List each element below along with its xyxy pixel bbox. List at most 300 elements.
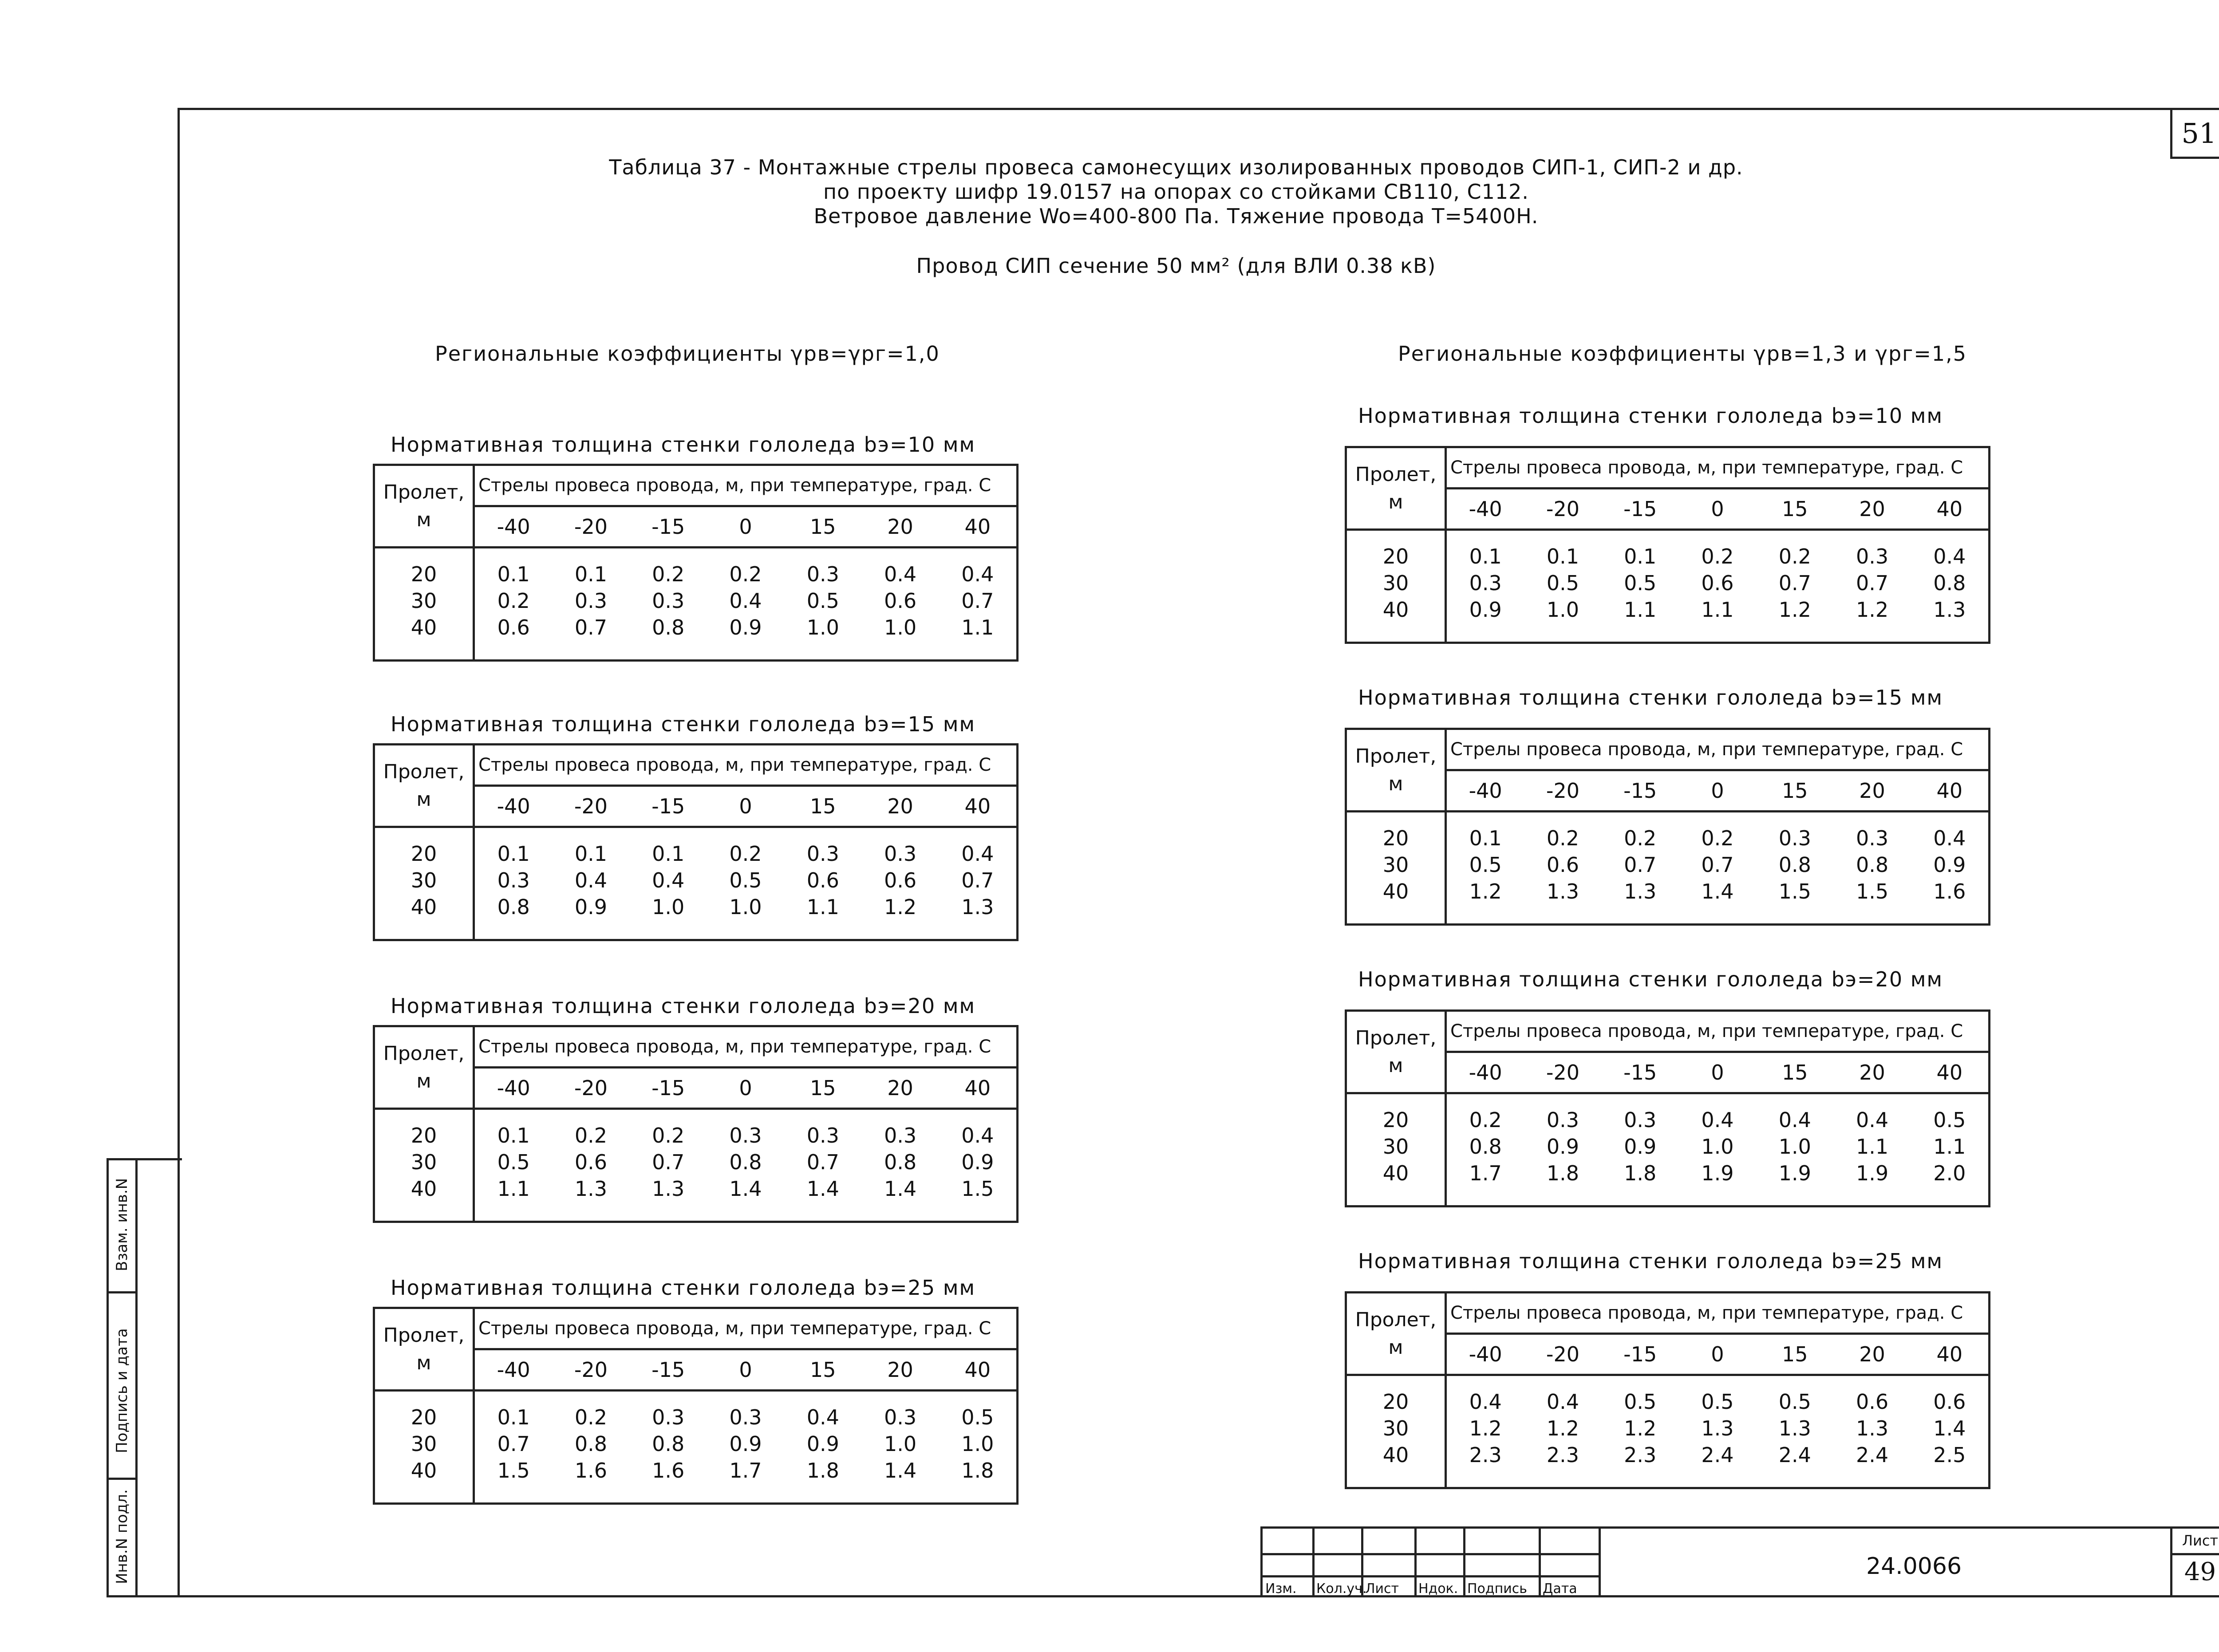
temperature-label: -15 [1623,1342,1657,1366]
right-heading: Региональные коэффициенты γрв=1,3 и γрг=1,5 [1398,342,1967,366]
temperature-label: -15 [1623,779,1657,803]
sag-value: 1.6 [574,1459,607,1482]
sag-value: 0.2 [574,1124,607,1147]
temperature-label: 40 [1936,497,1963,521]
sag-value: 1.7 [1469,1161,1502,1185]
sag-value: 0.4 [574,868,607,892]
temperature-label: 20 [887,1076,913,1100]
sag-value: 0.7 [961,868,994,892]
left-table-3 [373,1025,1019,1223]
sag-row [1447,852,1988,878]
sag-value: 0.3 [1778,826,1811,850]
sag-value: 0.9 [729,1432,762,1456]
sag-row [1447,543,1988,570]
sag-value: 1.0 [1701,1135,1734,1159]
temperature-label: 20 [1859,779,1885,803]
sag-values [474,1391,1018,1504]
temperature-label: 15 [809,1076,836,1100]
temperature-label: 0 [1711,1061,1724,1084]
sag-value: 0.7 [1701,853,1734,877]
sag-value: 0.2 [1546,826,1579,850]
temperature-label: 15 [1781,1342,1808,1366]
title-block-label: Ндок. [1418,1581,1458,1597]
left-table-1-heading: Нормативная толщина стенки гололеда bэ=10 мм [391,433,976,457]
sag-value: 1.2 [1469,879,1502,903]
sag-values [474,827,1018,940]
sag-value: 0.2 [652,562,685,586]
sag-value: 0.8 [574,1432,607,1456]
temperature-header [474,506,1018,548]
span-value: 30 [1382,1416,1409,1440]
temperature-label: -40 [497,515,530,539]
right-table-2-heading: Нормативная толщина стенки гололеда bэ=15 мм [1358,686,1943,710]
title-line-1: Таблица 37 - Монтажные стрелы провеса самонесущих изолированных проводов СИП-1, СИП-2 и др. [609,155,1743,179]
sag-value: 0.9 [729,615,762,639]
span-header-unit: м [1388,1336,1403,1359]
sag-value: 0.2 [1701,826,1734,850]
span-value: 20 [1382,1390,1409,1414]
span-value: 20 [1382,1108,1409,1132]
sag-row [475,1175,1016,1202]
temperature-label: 15 [1781,1061,1808,1084]
sag-values [1446,812,1990,925]
sag-value: 1.0 [961,1432,994,1456]
sag-value: 1.2 [884,895,917,919]
temperature-header [1446,1052,1990,1093]
temperature-label: -40 [1469,1342,1502,1366]
side-label-podpis: Подпись и дата [113,1328,131,1453]
sag-value: 1.1 [961,615,994,639]
temperature-label: 0 [739,1076,752,1100]
sag-value: 0.3 [1469,571,1502,595]
span-value: 20 [1382,826,1409,850]
sag-value: 1.4 [884,1177,917,1201]
left-table-3-heading: Нормативная толщина стенки гололеда bэ=20 мм [391,994,976,1018]
temperature-label: -20 [574,1076,608,1100]
temperature-label: -40 [497,794,530,818]
sag-value: 0.3 [729,1124,762,1147]
sag-value: 0.3 [652,589,685,613]
sag-value: 1.4 [1701,879,1734,903]
sag-value: 1.8 [806,1459,839,1482]
temperature-label: 40 [964,794,991,818]
sag-value: 1.2 [1469,1416,1502,1440]
sag-value: 0.3 [652,1405,685,1429]
temperature-label: 40 [964,515,991,539]
span-value: 30 [411,1150,437,1174]
sag-value: 0.4 [1546,1390,1579,1414]
temperature-header [1446,770,1990,812]
span-values [1346,530,1446,643]
sag-value: 0.5 [1546,571,1579,595]
sag-value: 0.2 [574,1405,607,1429]
sag-row [1447,825,1988,852]
sag-row [475,1457,1016,1484]
temperature-label: -20 [574,794,608,818]
sag-value: 0.1 [497,1124,530,1147]
sag-value: 1.3 [1856,1416,1889,1440]
sag-value: 0.3 [729,1405,762,1429]
span-value: 30 [1382,1135,1409,1159]
sag-value: 1.4 [884,1459,917,1482]
title-line-4: Провод СИП сечение 50 мм² (для ВЛИ 0.38 кВ) [916,254,1436,278]
sag-value: 1.0 [652,895,685,919]
sag-value: 0.4 [1856,1108,1889,1132]
sag-value: 2.0 [1933,1161,1966,1185]
temperature-label: 20 [887,1358,913,1382]
title-block-label: Дата [1543,1581,1577,1597]
span-header [1346,729,1446,812]
temperature-label: -40 [1469,779,1502,803]
right-table-4 [1345,1291,1990,1489]
sag-value: 1.3 [1624,879,1657,903]
sag-value: 1.3 [961,895,994,919]
span-value: 40 [411,1177,437,1201]
temperature-label: -15 [651,794,685,818]
sag-value: 1.3 [1546,879,1579,903]
temperature-label: 15 [1781,779,1808,803]
temperature-label: 15 [809,1358,836,1382]
sag-value: 0.1 [574,842,607,866]
sag-value: 1.3 [574,1177,607,1201]
sag-value: 1.2 [1856,598,1889,622]
temperature-label: 20 [887,794,913,818]
span-value: 40 [411,895,437,919]
sag-value: 1.4 [729,1177,762,1201]
sag-value: 1.8 [961,1459,994,1482]
sag-value: 0.1 [1469,544,1502,568]
sag-value: 1.1 [1701,598,1734,622]
sag-row [1447,570,1988,596]
sag-value: 0.2 [1624,826,1657,850]
sag-value: 0.2 [497,589,530,613]
sag-value: 0.9 [1469,598,1502,622]
caption-cell: Стрелы провеса провода, м, при температуре, град. С [1446,1011,1990,1052]
span-values [1346,1093,1446,1206]
sag-value: 0.8 [1933,571,1966,595]
sag-value: 0.5 [497,1150,530,1174]
sag-value: 0.7 [574,615,607,639]
sag-value: 0.4 [884,562,917,586]
span-value: 40 [1382,1443,1409,1467]
sag-row [1447,1160,1988,1187]
span-header-text: Пролет, [383,1042,465,1065]
sag-value: 0.7 [652,1150,685,1174]
span-header [1346,447,1446,530]
sag-value: 0.9 [961,1150,994,1174]
sag-value: 0.9 [1546,1135,1579,1159]
side-label-inv: Инв.N подл. [113,1489,131,1584]
temperature-label: -40 [497,1076,530,1100]
sag-row [475,1122,1016,1149]
temperature-label: -15 [1623,497,1657,521]
right-table-2 [1345,728,1990,926]
span-value: 30 [1382,853,1409,877]
sag-value: 1.9 [1778,1161,1811,1185]
temperature-header [1446,1334,1990,1375]
sag-value: 0.6 [884,589,917,613]
temperature-label: 15 [809,515,836,539]
sag-value: 0.8 [497,895,530,919]
sag-value: 1.3 [652,1177,685,1201]
sag-value: 1.9 [1701,1161,1734,1185]
sag-value: 0.1 [1469,826,1502,850]
sag-value: 0.2 [1778,544,1811,568]
span-header [374,1026,474,1109]
span-header-unit: м [416,508,431,531]
sag-value: 0.4 [652,868,685,892]
title-block-grid [1263,1529,1600,1597]
span-values [374,1391,474,1504]
span-value: 40 [411,1459,437,1482]
span-value: 30 [1382,571,1409,595]
sag-value: 0.4 [1933,826,1966,850]
sag-value: 0.4 [1469,1390,1502,1414]
temperature-label: 20 [887,515,913,539]
sag-row [1447,1388,1988,1415]
sag-value: 1.0 [1778,1135,1811,1159]
right-table-3-heading: Нормативная толщина стенки гололеда bэ=20 мм [1358,967,1943,991]
sag-value: 0.6 [884,868,917,892]
sag-value: 0.8 [884,1150,917,1174]
sag-value: 0.6 [574,1150,607,1174]
span-header [374,745,474,827]
sag-value: 1.6 [1933,879,1966,903]
span-value: 20 [411,1405,437,1429]
sag-value: 0.1 [497,1405,530,1429]
sag-value: 0.6 [1701,571,1734,595]
temperature-header [474,1349,1018,1391]
temperature-label: 0 [739,1358,752,1382]
sag-value: 1.3 [1933,598,1966,622]
sag-value: 0.4 [806,1405,839,1429]
span-header-unit: м [1388,772,1403,795]
span-value: 40 [411,615,437,639]
span-header [1346,1011,1446,1093]
sag-row [475,840,1016,867]
sag-value: 0.3 [884,1124,917,1147]
sag-value: 1.0 [729,895,762,919]
left-table-2 [373,743,1019,941]
temperature-label: 0 [739,794,752,818]
sag-value: 0.5 [961,1405,994,1429]
sag-value: 1.4 [1933,1416,1966,1440]
sag-value: 0.1 [497,842,530,866]
sag-values [474,548,1018,661]
title-block [1260,1526,2219,1597]
span-value: 30 [411,1432,437,1456]
span-header-text: Пролет, [1355,1026,1437,1049]
temperature-header [1446,489,1990,530]
temperature-label: -15 [651,1076,685,1100]
temperature-label: 40 [1936,1342,1963,1366]
span-header-text: Пролет, [383,760,465,783]
sag-value: 2.4 [1701,1443,1734,1467]
sag-value: 0.2 [1701,544,1734,568]
sag-value: 0.7 [497,1432,530,1456]
span-values [374,548,474,661]
title-line-2: по проекту шифр 19.0157 на опорах со стойками СВ110, С112. [823,180,1529,204]
sag-value: 0.3 [806,842,839,866]
sag-value: 1.0 [884,1432,917,1456]
sag-row [475,1404,1016,1431]
temperature-label: 20 [1859,1342,1885,1366]
sag-value: 1.5 [497,1459,530,1482]
sag-value: 0.6 [497,615,530,639]
sag-value: 0.4 [961,842,994,866]
caption-cell: Стрелы провеса провода, м, при температуре, град. С [1446,729,1990,770]
sag-value: 0.2 [652,1124,685,1147]
span-header-text: Пролет, [383,481,465,504]
left-table-4-heading: Нормативная толщина стенки гололеда bэ=25 мм [391,1276,976,1300]
sag-value: 0.1 [497,562,530,586]
temperature-label: -40 [497,1358,530,1382]
title-block-label: Изм. [1265,1581,1297,1597]
sag-value: 0.5 [729,868,762,892]
temperature-label: -20 [1546,1061,1579,1084]
sag-value: 0.3 [1546,1108,1579,1132]
sag-value: 1.8 [1546,1161,1579,1185]
temperature-label: -15 [1623,1061,1657,1084]
sag-value: 0.4 [961,1124,994,1147]
span-header-text: Пролет, [1355,1308,1437,1331]
sag-value: 0.2 [729,842,762,866]
sag-value: 0.6 [1933,1390,1966,1414]
sag-value: 2.3 [1624,1443,1657,1467]
span-value: 20 [1382,544,1409,568]
sag-values [1446,1093,1990,1206]
sag-value: 0.8 [1778,853,1811,877]
span-value: 40 [1382,598,1409,622]
span-header [374,465,474,548]
sag-value: 1.5 [1856,879,1889,903]
right-table-4-heading: Нормативная толщина стенки гололеда bэ=25 мм [1358,1249,1943,1273]
side-cell-inv [109,1480,135,1597]
right-table-3 [1345,1009,1990,1207]
document-code: 24.0066 [1866,1553,1962,1580]
sag-value: 1.1 [1624,598,1657,622]
caption-cell: Стрелы провеса провода, м, при температуре, град. С [1446,447,1990,489]
temperature-label: -20 [574,1358,608,1382]
sag-value: 1.5 [961,1177,994,1201]
sag-value: 0.4 [1933,544,1966,568]
caption-cell: Стрелы провеса провода, м, при температуре, град. С [474,745,1018,786]
sag-row [475,894,1016,920]
span-header-unit: м [1388,1054,1403,1077]
sheet-label: Лист [2172,1529,2219,1555]
sag-value: 0.4 [729,589,762,613]
sag-value: 0.5 [1624,1390,1657,1414]
span-value: 20 [411,842,437,866]
page-number: 51 [2170,108,2219,159]
side-cell-podpis [109,1293,135,1480]
span-header-unit: м [1388,490,1403,513]
sag-value: 0.9 [806,1432,839,1456]
sag-value: 0.1 [652,842,685,866]
span-values [1346,812,1446,925]
title-block-label: Кол.уч. [1316,1581,1367,1597]
sag-value: 0.5 [1933,1108,1966,1132]
sag-value: 0.4 [1701,1108,1734,1132]
sag-row [475,561,1016,587]
temperature-label: -20 [574,515,608,539]
sag-value: 0.8 [652,1432,685,1456]
sag-value: 0.3 [574,589,607,613]
sag-values [1446,530,1990,643]
temperature-label: 0 [739,515,752,539]
sag-value: 1.2 [1624,1416,1657,1440]
span-header-unit: м [416,788,431,811]
sag-value: 0.1 [1546,544,1579,568]
sag-value: 2.5 [1933,1443,1966,1467]
sag-value: 0.7 [1856,571,1889,595]
sag-value: 1.7 [729,1459,762,1482]
sag-value: 0.8 [1469,1135,1502,1159]
sag-value: 0.3 [1856,826,1889,850]
sheet-box [2170,1529,2219,1597]
span-values [1346,1375,1446,1488]
temperature-label: -20 [1546,779,1579,803]
temperature-header [474,1068,1018,1109]
span-header [1346,1293,1446,1375]
sag-value: 0.5 [806,589,839,613]
sag-value: 0.5 [1778,1390,1811,1414]
sag-row [1447,1415,1988,1442]
sag-row [475,1149,1016,1175]
sag-value: 0.3 [806,562,839,586]
sag-row [1447,1133,1988,1160]
sag-value: 0.8 [652,615,685,639]
sag-value: 1.8 [1624,1161,1657,1185]
sag-value: 1.1 [1856,1135,1889,1159]
sag-value: 1.6 [652,1459,685,1482]
sag-value: 0.7 [961,589,994,613]
sag-value: 0.2 [729,562,762,586]
sag-value: 0.1 [574,562,607,586]
span-value: 30 [411,868,437,892]
temperature-label: 15 [809,794,836,818]
sag-value: 0.7 [1778,571,1811,595]
left-table-2-heading: Нормативная толщина стенки гололеда bэ=15 мм [391,712,976,736]
title-block-label: Лист [1365,1581,1399,1597]
span-values [374,827,474,940]
sag-values [474,1109,1018,1222]
sag-value: 0.9 [1933,853,1966,877]
sag-value: 2.3 [1546,1443,1579,1467]
span-values [374,1109,474,1222]
sag-value: 0.3 [1856,544,1889,568]
span-header-unit: м [416,1069,431,1092]
sag-value: 0.7 [1624,853,1657,877]
sag-value: 1.1 [497,1177,530,1201]
temperature-label: -15 [651,1358,685,1382]
sag-value: 0.9 [574,895,607,919]
temperature-label: 0 [1711,779,1724,803]
sag-value: 1.2 [1778,598,1811,622]
sheet-number: 49 [2184,1557,2216,1586]
span-value: 20 [411,562,437,586]
span-header-text: Пролет, [1355,463,1437,486]
sag-value: 0.5 [1469,853,1502,877]
temperature-label: -40 [1469,1061,1502,1084]
temperature-label: -15 [651,515,685,539]
temperature-label: 0 [1711,497,1724,521]
sag-value: 0.5 [1701,1390,1734,1414]
caption-cell: Стрелы провеса провода, м, при температуре, град. С [474,465,1018,506]
sag-row [1447,878,1988,905]
left-table-1 [373,464,1019,662]
span-value: 20 [411,1124,437,1147]
